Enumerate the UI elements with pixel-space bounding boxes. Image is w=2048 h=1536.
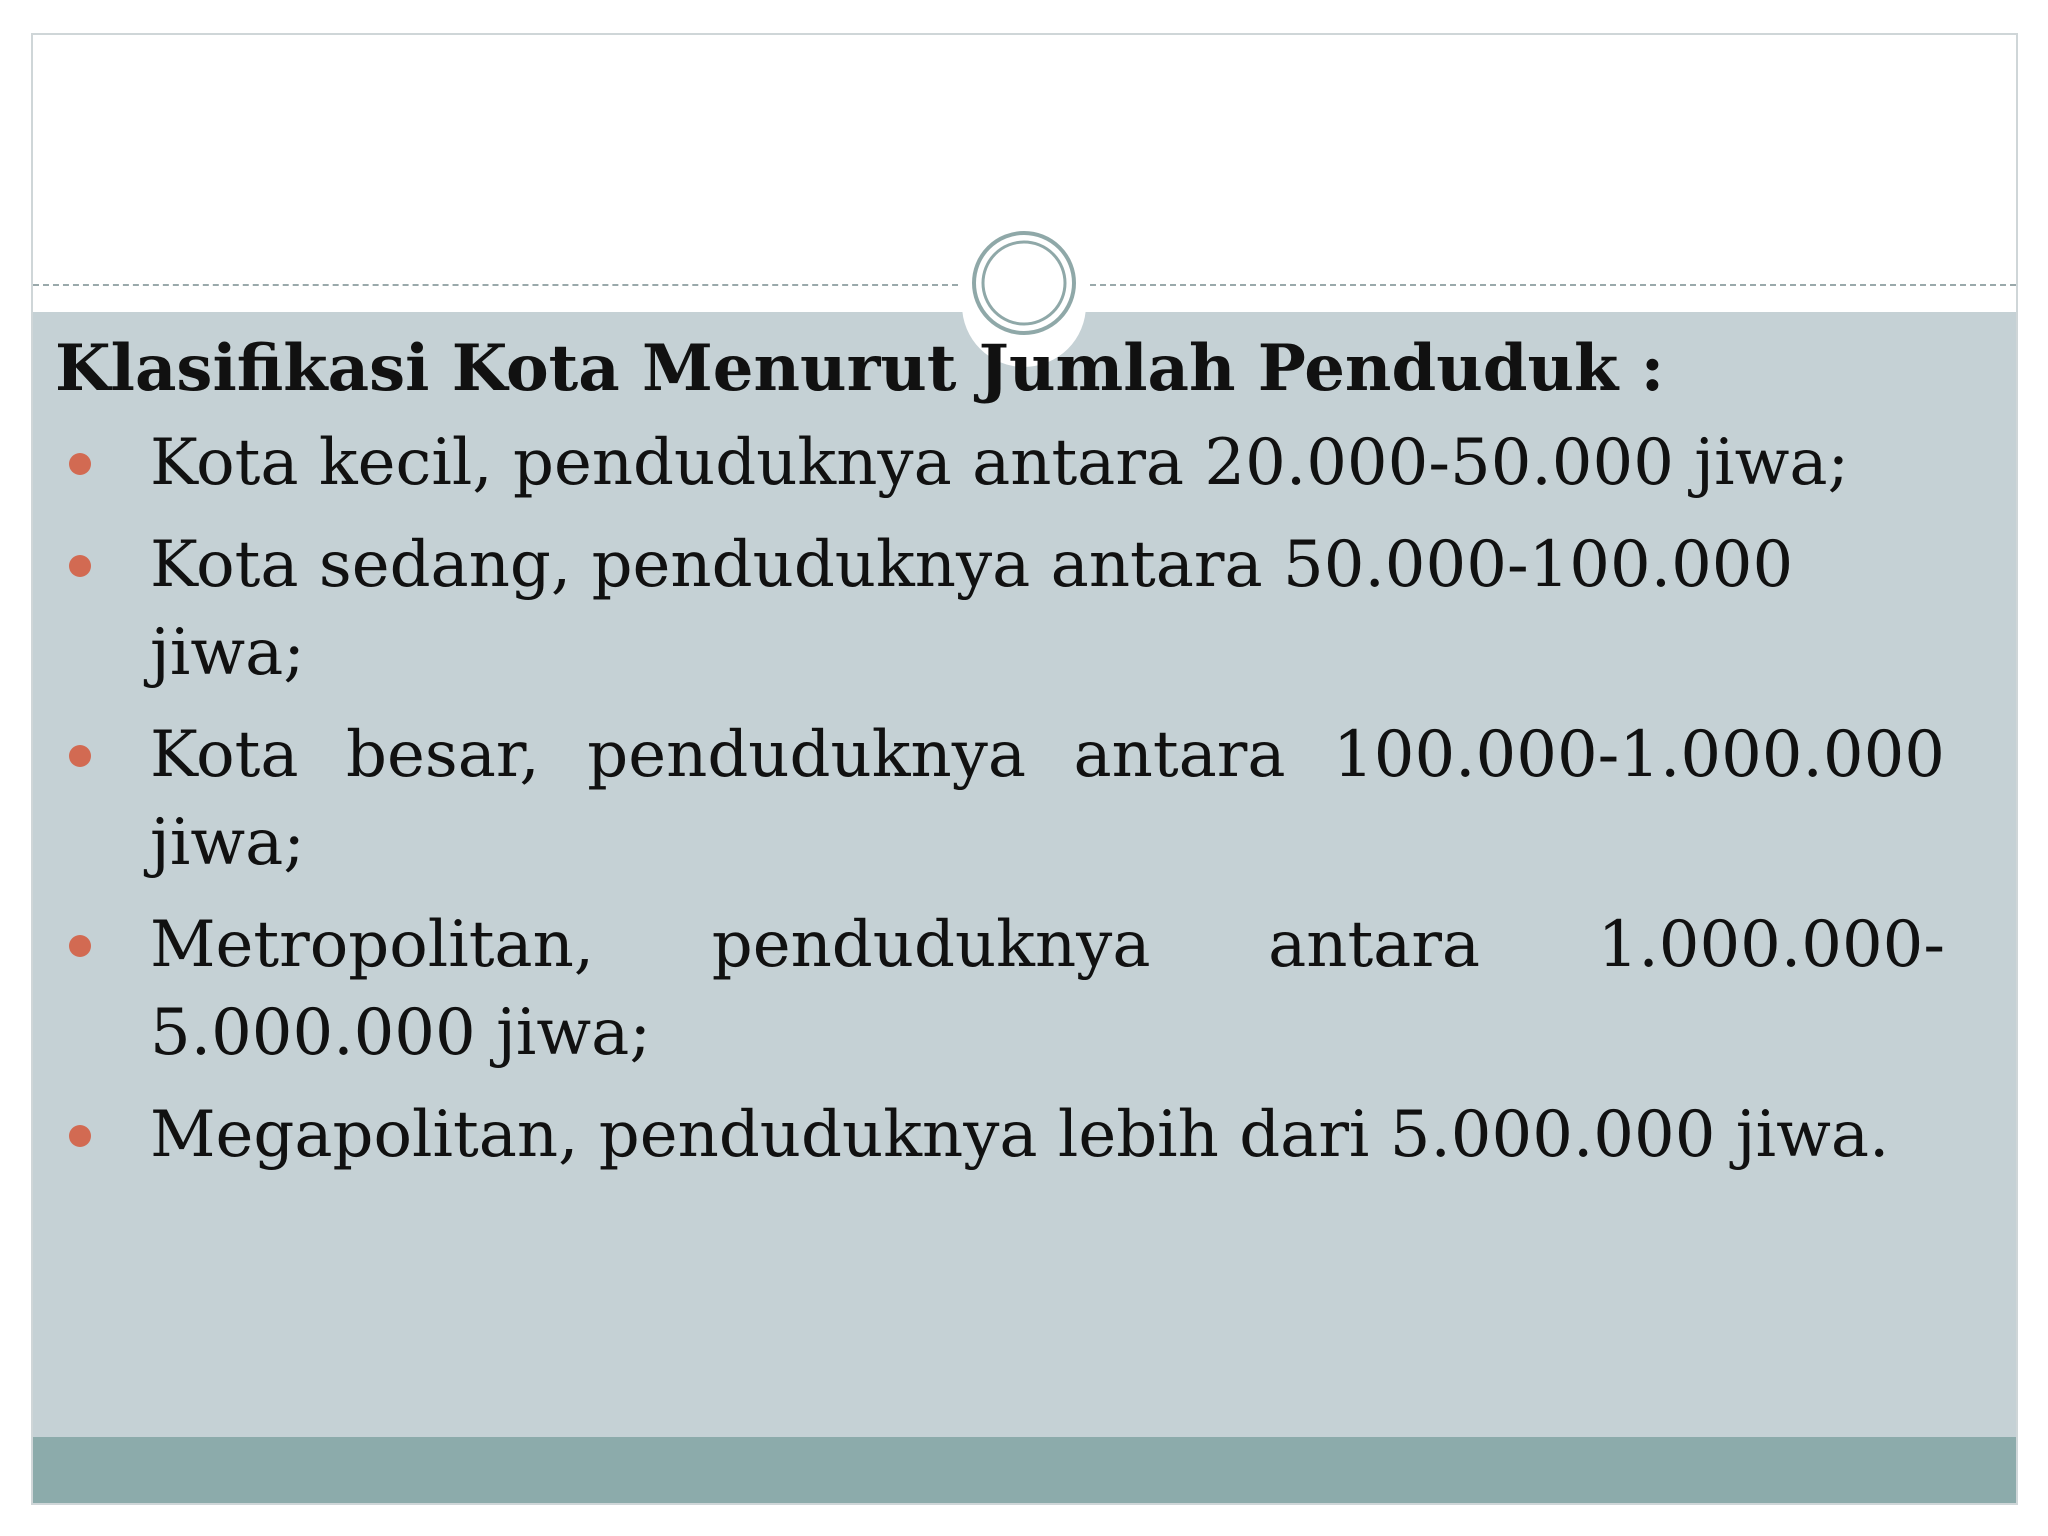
bullet-dot-icon xyxy=(69,935,91,957)
list-item xyxy=(55,711,1955,887)
bullet-list xyxy=(55,419,1955,1179)
list-item-text: Kota kecil, penduduknya antara 20.000-50.000 jiwa; xyxy=(150,426,1850,500)
header-divider-left xyxy=(33,284,958,286)
header-divider-right xyxy=(1090,284,2016,286)
list-item-text: Megapolitan, penduduknya lebih dari 5.000.000 jiwa. xyxy=(150,1098,1890,1172)
slide-body xyxy=(55,325,1955,1193)
list-item xyxy=(55,1091,1955,1179)
list-item-text: Metropolitan, penduduknya antara 1.000.000-5.000.000 jiwa; xyxy=(150,908,1945,1070)
bullet-dot-icon xyxy=(69,1125,91,1147)
list-item xyxy=(55,901,1955,1077)
list-item-text: Kota besar, penduduknya antara 100.000-1.000.000 jiwa; xyxy=(150,718,1945,880)
slide-heading: Klasifikasi Kota Menurut Jumlah Penduduk : xyxy=(55,331,1665,406)
double-ring-icon xyxy=(971,230,1077,336)
bullet-dot-icon xyxy=(69,745,91,767)
list-item-text: Kota sedang, penduduknya antara 50.000-100.000 jiwa; xyxy=(150,528,1794,690)
bullet-dot-icon xyxy=(69,453,91,475)
footer-band xyxy=(33,1437,2016,1503)
list-item xyxy=(55,419,1955,507)
list-item xyxy=(55,521,1955,697)
bullet-dot-icon xyxy=(69,555,91,577)
